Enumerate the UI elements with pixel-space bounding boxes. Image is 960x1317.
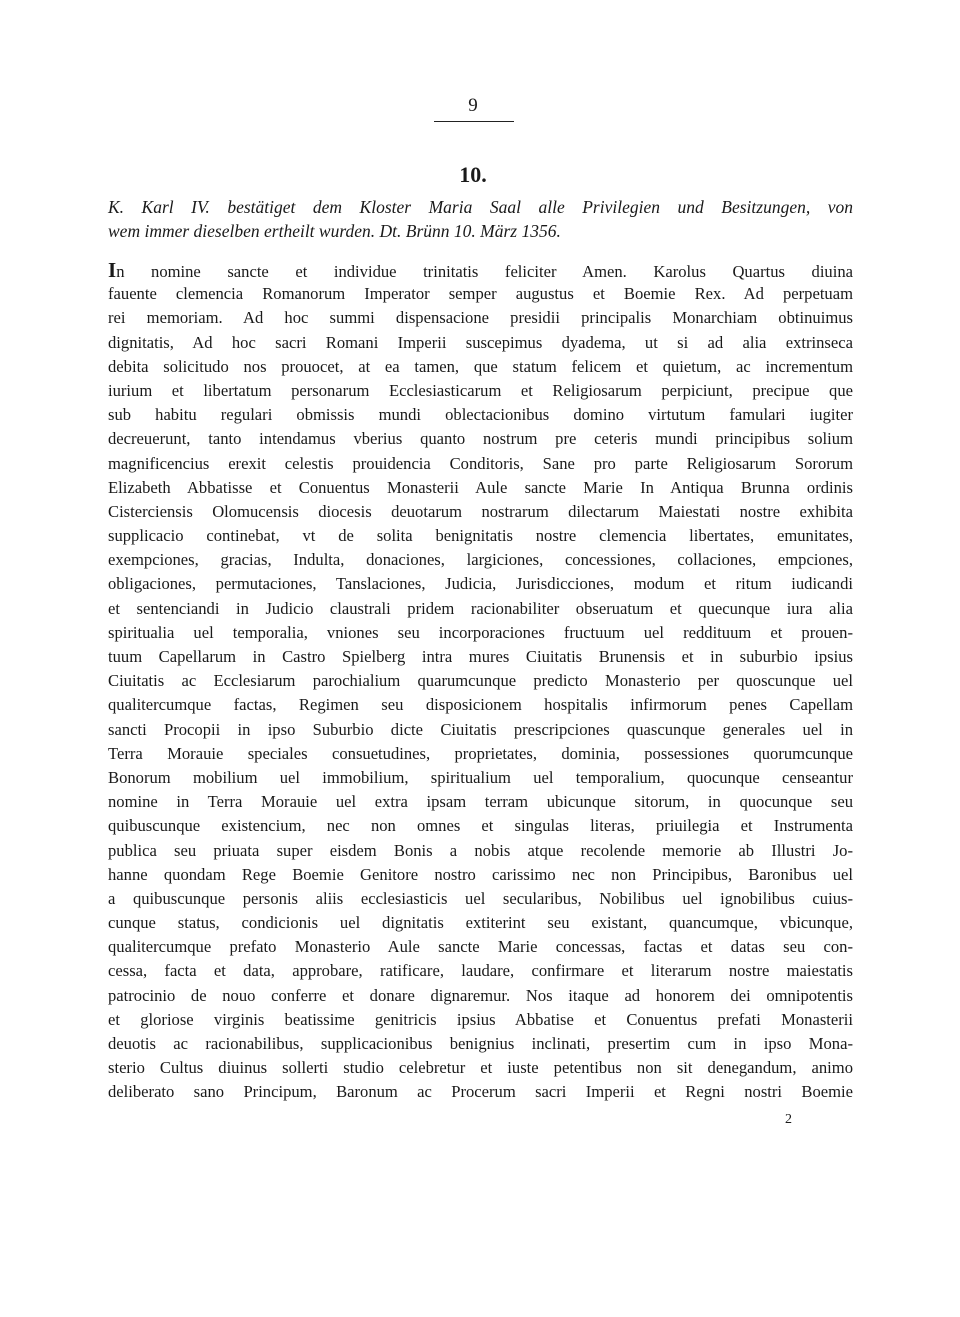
charter-line: magnificencius erexit celestis prouidencia Conditoris, Sane pro parte Religiosarum Sororum	[108, 453, 853, 473]
signature-mark: 2	[785, 1112, 792, 1127]
charter-line: debita solicitudo nos prouocet, at ea tamen, que statum felicem et quietum, ac incrementum	[108, 356, 853, 376]
document-number: 10.	[459, 162, 487, 187]
charter-line: sub habitu regulari obmissis mundi oblectacionibus domino virtutum famulari iugiter	[108, 405, 853, 425]
charter-line: rei memoriam. Ad hoc summi dispensacione presidii principalis Monarchiam obtinuimus	[108, 308, 853, 328]
charter-line: fauente clemencia Romanorum Imperator semper augustus et Boemie Rex. Ad perpetuam	[108, 284, 853, 304]
first-line-text: n nomine sancte et individue trinitatis feliciter Amen. Karolus Quartus diuina	[116, 262, 853, 281]
charter-line: qualitercumque prefato Monasterio Aule sancte Marie concessas, factas et datas seu con-	[108, 937, 853, 957]
charter-line: deuotis ac racionabilibus, supplicacionibus benignius inclinati, presertim cum in ipso Mona-	[108, 1034, 853, 1053]
charter-line: Bonorum mobilium uel immobilium, spiritualium uel temporalium, quocunque censeantur	[108, 767, 853, 787]
charter-line: obligaciones, permutaciones, Tanslaciones, Judicia, Jurisdicciones, modum et ritum iudicandi	[108, 574, 853, 594]
charter-line: nomine in Terra Morauie uel extra ipsam terram ubicunque sitorum, in quocunque seu	[108, 792, 853, 812]
charter-text	[108, 258, 853, 1105]
charter-line: spiritualia uel temporalia, vniones seu incorporaciones fructuum uel reddituum et prouen-	[108, 622, 853, 642]
page-number-rule	[434, 121, 514, 122]
charter-line: deliberato sano Principum, Baronum ac Procerum sacri Imperii et Regni nostri Boemie	[108, 1082, 853, 1102]
page-number: 9	[468, 95, 478, 116]
charter-line: Ciuitatis ac Ecclesiarum parochialium quarumcunque predicto Monasterio per quoscunque uel	[108, 671, 853, 691]
charter-line: cessa, facta et data, approbare, ratificare, laudare, confirmare et literarum nostre maiestatis	[108, 961, 853, 981]
charter-line: et gloriose virginis beatissime genitricis ipsius Abbatise et Conuentus prefati Monasterii	[108, 1009, 853, 1029]
charter-line: sancti Procopii in ipso Suburbio dicte Ciuitatis prescripciones quascunque generales uel in	[108, 719, 853, 739]
regest	[108, 195, 853, 243]
charter-line: Terra Morauie speciales consuetudines, proprietates, dominia, possessiones quorumcunque	[108, 743, 853, 763]
charter-line	[108, 258, 853, 282]
charter-line: publica seu priuata super eisdem Bonis a nobis atque recolende memorie ab Illustri Jo-	[108, 840, 853, 860]
regest-line: K. Karl IV. bestätiget dem Kloster Maria Saal alle Privilegien und Besitzungen, von	[108, 197, 853, 217]
charter-line: a quibuscunque personis aliis ecclesiasticis uel secularibus, Nobilibus uel ignobilibus cuius-	[108, 888, 853, 908]
charter-line: supplicacio continebat, vt de solita benignitatis nostre clemencia libertates, emunitates,	[108, 526, 853, 546]
charter-line: hanne quondam Rege Boemie Genitore nostro carissimo nec non Principibus, Baronibus uel	[108, 864, 853, 884]
charter-line: quibuscunque existencium, nec non omnes et singulas literas, priuilegia et Instrumenta	[108, 816, 853, 836]
charter-line: qualitercumque factas, Regimen seu disposicionem hospitalis infirmorum penes Capellam	[108, 695, 853, 715]
charter-line: Elizabeth Abbatisse et Conuentus Monasterii Aule sancte Marie In Antiqua Brunna ordinis	[108, 477, 853, 497]
charter-line: patrocinio de nouo conferre et donare dignaremur. Nos itaque ad honorem dei omnipotentis	[108, 985, 853, 1005]
charter-line: cunque status, condicionis uel dignitatis extiterint seu existant, quancumque, vbicunque,	[108, 913, 853, 933]
regest-line: wem immer dieselben ertheilt wurden. Dt. Brünn 10. März 1356.	[108, 221, 561, 241]
charter-line: et sentenciandi in Judicio claustrali pridem racionabiliter obseruatum et quecunque iura alia	[108, 598, 853, 618]
charter-line: iurium et libertatum personarum Ecclesiasticarum et Religiosarum perpiciunt, precipue que	[108, 380, 853, 400]
charter-line: decreuerunt, tanto intendamus vberius quanto nostrum pre ceteris mundi principibus solium	[108, 429, 853, 449]
charter-line: sterio Cultus diuinus sollerti studio celebretur et iuste petentibus non sit denegandum, animo	[108, 1058, 853, 1078]
charter-line: tuum Capellarum in Castro Spielberg intra mures Ciuitatis Brunensis et in suburbio ipsius	[108, 647, 853, 666]
charter-line: exempciones, gracias, Indulta, donaciones, largiciones, concessiones, collaciones, empciones,	[108, 550, 853, 570]
initial-letter: I	[108, 258, 117, 282]
charter-line: Cisterciensis Olomucensis diocesis deuotarum nostrarum dilectarum Maiestati nostre exhibita	[108, 501, 853, 521]
charter-line: dignitatis, Ad hoc sacri Romani Imperii suscepimus dyadema, ut si ad alia extrinseca	[108, 332, 853, 352]
